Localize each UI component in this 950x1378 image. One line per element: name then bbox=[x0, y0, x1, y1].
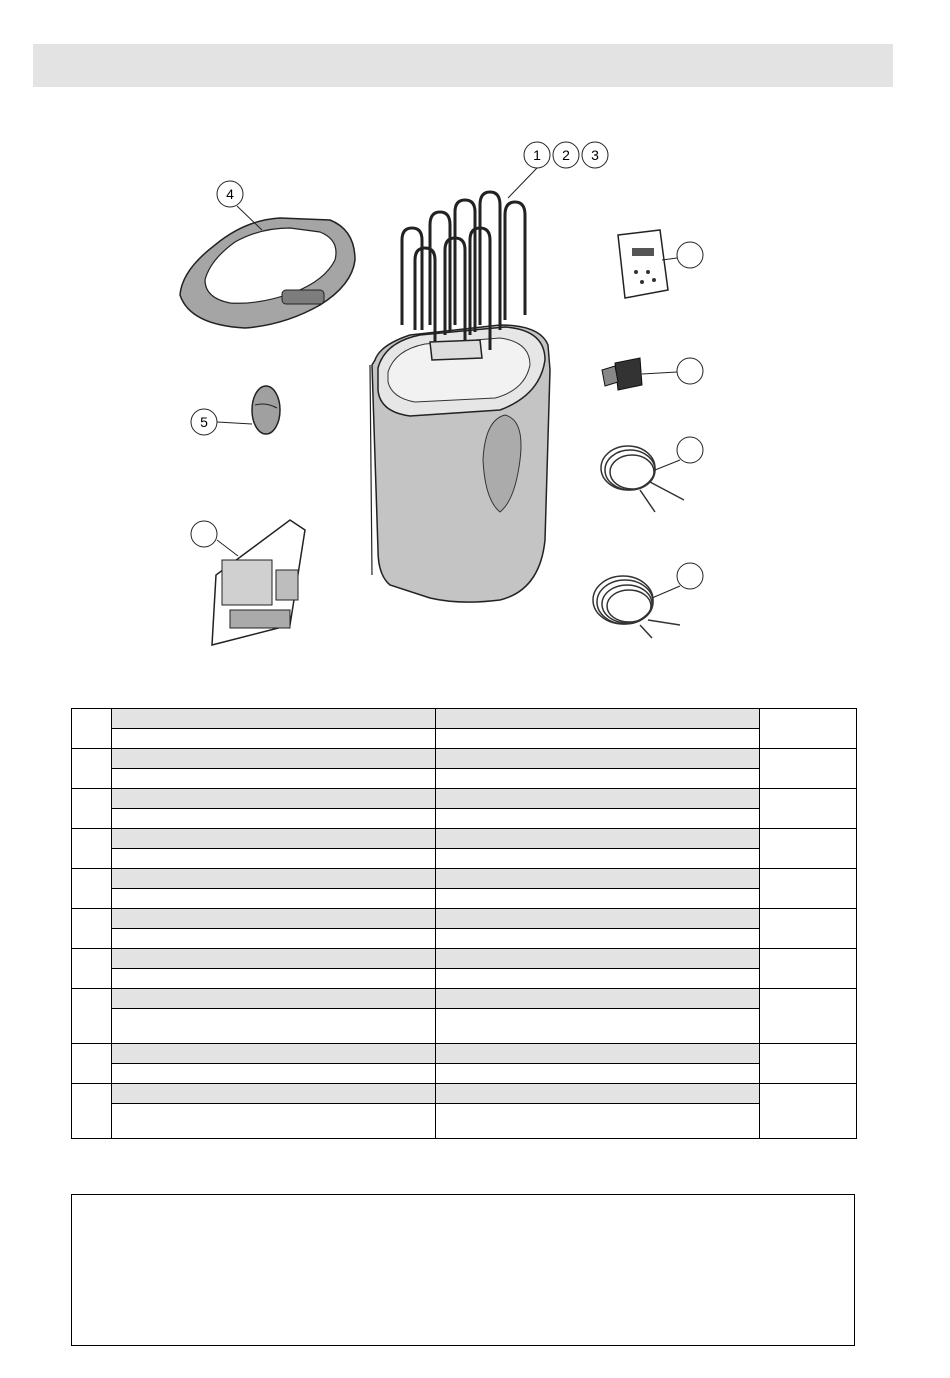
part-name-cell bbox=[112, 949, 436, 969]
part-number-cell bbox=[72, 749, 112, 789]
part-name-cell bbox=[112, 709, 436, 729]
part-number-cell bbox=[72, 829, 112, 869]
callout-2: 2 bbox=[562, 147, 570, 163]
table-row bbox=[72, 1044, 857, 1064]
part-number-cell bbox=[72, 869, 112, 909]
part-name-cell bbox=[112, 789, 436, 809]
table-row bbox=[72, 849, 857, 869]
part-code-cell bbox=[760, 1084, 857, 1139]
part-code-cell bbox=[760, 709, 857, 749]
part-name-cell bbox=[436, 709, 760, 729]
table-row bbox=[72, 989, 857, 1009]
top-frame-icon bbox=[180, 218, 355, 328]
part-name-cell bbox=[436, 909, 760, 929]
table-row bbox=[72, 889, 857, 909]
part-name-cell bbox=[436, 1009, 760, 1044]
part-name-cell bbox=[112, 989, 436, 1009]
part-name-cell bbox=[112, 829, 436, 849]
part-name-cell bbox=[436, 889, 760, 909]
callout-5: 5 bbox=[200, 414, 208, 430]
part-name-cell bbox=[436, 1044, 760, 1064]
control-panel-icon bbox=[618, 230, 668, 298]
table-row bbox=[72, 809, 857, 829]
part-name-cell bbox=[436, 929, 760, 949]
part-name-cell bbox=[436, 849, 760, 869]
part-name-cell bbox=[436, 1064, 760, 1084]
part-name-cell bbox=[436, 949, 760, 969]
part-name-cell bbox=[436, 989, 760, 1009]
table-row bbox=[72, 769, 857, 789]
part-name-cell bbox=[436, 869, 760, 889]
part-name-cell bbox=[436, 769, 760, 789]
data-cable-icon bbox=[601, 446, 684, 512]
part-code-cell bbox=[760, 789, 857, 829]
parts-table-body bbox=[72, 709, 857, 1139]
data-cable-long-icon bbox=[593, 576, 680, 638]
part-name-cell bbox=[436, 809, 760, 829]
rocker-switch-icon bbox=[602, 358, 642, 390]
table-row bbox=[72, 789, 857, 809]
part-name-cell bbox=[436, 829, 760, 849]
part-number-cell bbox=[72, 709, 112, 749]
part-number-cell bbox=[72, 989, 112, 1044]
part-name-cell bbox=[112, 889, 436, 909]
part-number-cell bbox=[72, 949, 112, 989]
part-name-cell bbox=[436, 789, 760, 809]
part-number-cell bbox=[72, 789, 112, 829]
part-code-cell bbox=[760, 749, 857, 789]
part-name-cell bbox=[112, 969, 436, 989]
table-row bbox=[72, 1104, 857, 1139]
part-code-cell bbox=[760, 989, 857, 1044]
part-name-cell bbox=[112, 1084, 436, 1104]
part-number-cell bbox=[72, 909, 112, 949]
part-code-cell bbox=[760, 869, 857, 909]
part-name-cell bbox=[436, 1104, 760, 1139]
part-name-cell bbox=[436, 729, 760, 749]
part-name-cell bbox=[112, 1009, 436, 1044]
part-code-cell bbox=[760, 909, 857, 949]
part-name-cell bbox=[436, 969, 760, 989]
table-row bbox=[72, 969, 857, 989]
table-row bbox=[72, 1064, 857, 1084]
header-bar bbox=[33, 44, 893, 87]
part-name-cell bbox=[112, 749, 436, 769]
part-name-cell bbox=[112, 1044, 436, 1064]
table-row bbox=[72, 749, 857, 769]
part-name-cell bbox=[112, 1064, 436, 1084]
part-name-cell bbox=[112, 909, 436, 929]
table-row bbox=[72, 869, 857, 889]
table-row bbox=[72, 709, 857, 729]
part-code-cell bbox=[760, 949, 857, 989]
table-row bbox=[72, 1009, 857, 1044]
table-row bbox=[72, 909, 857, 929]
part-name-cell bbox=[112, 869, 436, 889]
note-box bbox=[71, 1194, 855, 1346]
parts-table bbox=[71, 708, 857, 1139]
temperature-sensor-icon bbox=[252, 386, 280, 434]
part-number-cell bbox=[72, 1084, 112, 1139]
table-row bbox=[72, 929, 857, 949]
table-row bbox=[72, 829, 857, 849]
part-name-cell bbox=[112, 1104, 436, 1139]
part-name-cell bbox=[112, 809, 436, 829]
part-code-cell bbox=[760, 829, 857, 869]
callout-1: 1 bbox=[533, 147, 541, 163]
part-name-cell bbox=[436, 1084, 760, 1104]
part-name-cell bbox=[112, 729, 436, 749]
callout-4: 4 bbox=[226, 186, 234, 202]
part-name-cell bbox=[436, 749, 760, 769]
part-name-cell bbox=[112, 769, 436, 789]
part-code-cell bbox=[760, 1044, 857, 1084]
sauna-heater-icon bbox=[370, 325, 550, 602]
table-row bbox=[72, 729, 857, 749]
table-row bbox=[72, 949, 857, 969]
exploded-parts-figure bbox=[0, 120, 950, 680]
callout-3: 3 bbox=[591, 147, 599, 163]
part-number-cell bbox=[72, 1044, 112, 1084]
table-row bbox=[72, 1084, 857, 1104]
part-name-cell bbox=[112, 849, 436, 869]
circuit-board-icon bbox=[212, 520, 305, 645]
part-name-cell bbox=[112, 929, 436, 949]
